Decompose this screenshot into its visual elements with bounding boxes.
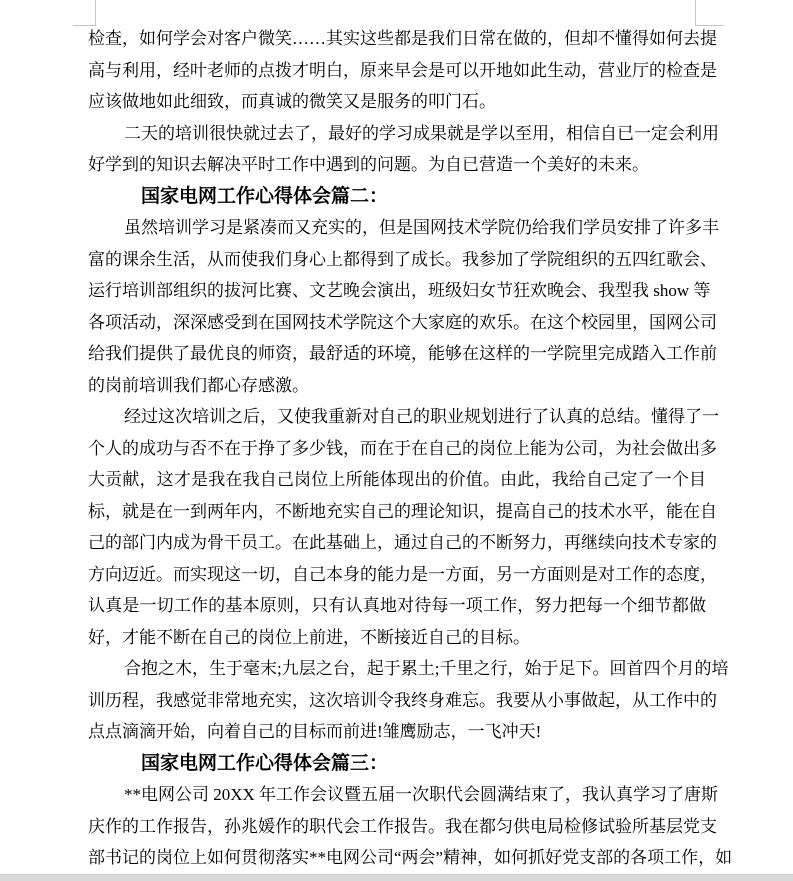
body-paragraph[interactable] [88,401,719,653]
text-line[interactable]: 庆作的工作报告，孙兆媛作的职代会工作报告。我在都匀供电局检修试验所基层党支 [88,816,717,836]
text-line[interactable]: 大贡献，这才是我在我自己岗位上所能体现出的价值。由此，我给自己定了一个目 [88,470,706,489]
text-line[interactable]: 国家电网工作心得体会篇三： [141,752,389,774]
text-line[interactable]: 虽然培训学习是紧凑而又充实的，但是国网技术学院仍给我们学员安排了许多丰 [124,218,719,237]
text-line[interactable]: 各项活动，深深感受到在国网技术学院这个大家庭的欢乐。在这个校园里，国网公司 [88,312,717,332]
section-heading[interactable] [88,748,706,780]
body-paragraph[interactable] [88,118,719,181]
document-content[interactable] [88,23,733,874]
text-line[interactable]: 二天的培训很快就过去了，最好的学习成果就是学以至用，相信自已一定会利用 [124,123,719,143]
text-line[interactable]: 好，才能不断在自己的岗位上前进，不断接近自己的目标。 [88,627,530,647]
page-bottom-edge [0,874,793,881]
text-line[interactable]: 高与利用，经叶老师的点拨才明白，原来早会是可以开地如此生动，营业厅的检查是 [88,60,717,80]
body-paragraph[interactable] [88,779,733,874]
text-line[interactable]: 标，就是在一到两年内，不断地充实自己的理论知识，提高自己的技术水平，能在自 [88,501,717,521]
text-line[interactable]: 个人的成功与否不在于挣了多少钱，而在于在自己的岗位上能为公司，为社会做出多 [88,438,717,458]
text-line[interactable]: 检查，如何学会对客户微笑……其实这些都是我们日常在做的，但却不懂得如何去提 [88,29,717,48]
text-line[interactable]: 合抱之木，生于毫末;九层之台，起于累土;千里之行，始于足下。回首四个月的培 [124,659,729,678]
text-line[interactable]: 给我们提供了最优良的师资，最舒适的环境，能够在这样的一学院里完成踏入工作前 [88,344,717,363]
text-line[interactable]: 好学到的知识去解决平时工作中遇到的问题。为自已营造一个美好的未来。 [88,155,649,174]
text-line[interactable]: 部书记的岗位上如何贯彻落实**电网公司“两会”精神，如何抓好党支部的各项工作，如 [88,848,733,867]
text-line[interactable]: 方向迈近。而实现这一切，自己本身的能力是一方面，另一方面则是对工作的态度， [88,564,717,584]
text-line[interactable]: 的岗前培训我们都心存感激。 [88,375,309,395]
text-line[interactable]: **电网公司 20XX 年工作会议暨五届一次职代会圆满结束了，我认真学习了唐斯 [124,785,719,804]
text-line[interactable]: 经过这次培训之后，又使我重新对自己的职业规划进行了认真的总结。懂得了一 [124,407,719,426]
text-line[interactable]: 运行培训部组织的拔河比赛、文艺晚会演出，班级妇女节狂欢晚会、我型我 show 等 [88,281,711,300]
text-line[interactable]: 训历程，我感觉非常地充实，这次培训令我终身难忘。我要从小事做起，从工作中的 [88,690,717,710]
text-line[interactable]: 应该做地如此细致，而真诚的微笑又是服务的叩门石。 [88,92,496,111]
body-paragraph[interactable] [88,23,717,118]
text-line[interactable]: 国家电网工作心得体会篇二： [141,185,389,207]
body-paragraph[interactable] [88,653,729,748]
text-line[interactable]: 富的课余生活，从而使我们身心上都得到了成长。我参加了学院组织的五四红歌会、 [88,249,717,269]
text-line[interactable]: 己的部门内成为骨干员工。在此基础上，通过自己的不断努力，再继续向技术专家的 [88,533,717,552]
body-paragraph[interactable] [88,212,719,401]
text-line[interactable]: 点点滴滴开始，向着自己的目标而前进!雏鹰励志，一飞冲天! [88,722,542,741]
section-heading[interactable] [88,181,706,213]
text-line[interactable]: 认真是一切工作的基本原则，只有认真地对待每一项工作，努力把每一个细节都做 [88,596,706,615]
